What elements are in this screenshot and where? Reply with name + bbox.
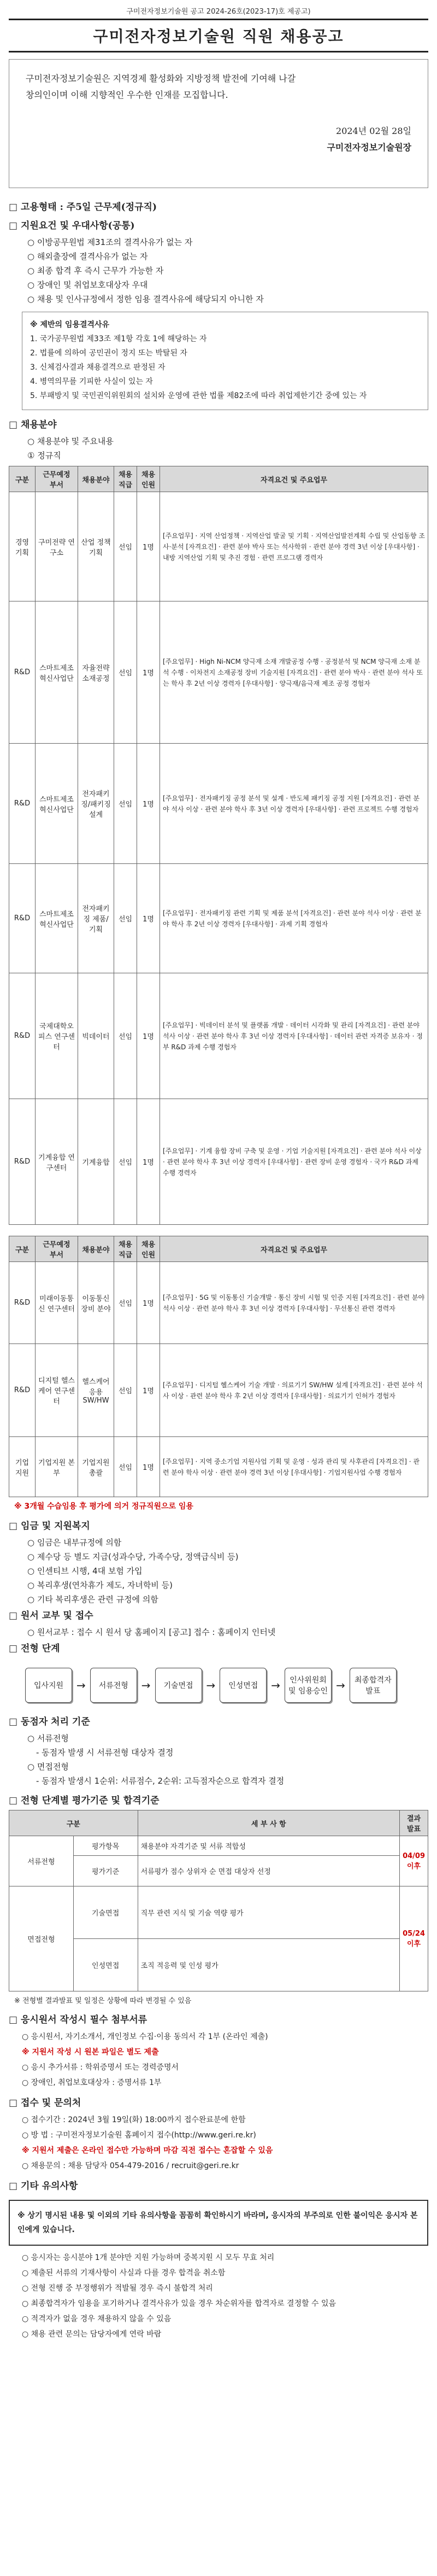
- cell: 미래이동통신 연구센터: [36, 1262, 78, 1344]
- col-field: 채용분야: [78, 1236, 114, 1262]
- section-title: □ 응시원서 작성시 필수 첨부서류: [9, 2014, 147, 2025]
- list-item: ○ 복리후생(연차휴가 제도, 자녀학비 등): [27, 1580, 173, 1590]
- cell: 자율전략 소재공정: [78, 601, 114, 744]
- box-title: ※ 제반의 임용결격사유: [30, 320, 110, 329]
- list-item: ○ 전형 진행 중 부정행위가 적발될 경우 즉시 불합격 처리: [22, 2284, 213, 2293]
- cell: 빅데이터: [78, 973, 114, 1099]
- cell: 스마트제조 혁신사업단: [36, 601, 78, 744]
- col-category: 구분: [9, 466, 36, 492]
- col-duty: 자격요건 및 주요업무: [160, 1236, 428, 1262]
- col-dept: 근무예정 부서: [36, 1236, 78, 1262]
- cell: 기업지원 본부: [36, 1437, 78, 1497]
- col-dept: 근무예정 부서: [36, 466, 78, 492]
- cell: [주요업무] · 기계 융합 장비 구축 및 운영 · 기업 기술지원 [자격요건] · 관련 분야 석사 이상 · 관련 분야 학사 후 3년 이상 경력자 [우대사항] · 관련 장비 운영 경험자 · 국가 R&D 과제 수행 경력자: [160, 1099, 428, 1225]
- list-item: ○ 장애인, 취업보호대상자 : 증명서류 1부: [22, 2078, 162, 2087]
- table-row: [9, 1099, 428, 1225]
- arrow-right-icon: →: [141, 1679, 151, 1692]
- cell: 선임: [114, 744, 137, 864]
- contact-info: ○ 채용문의 : 채용 담당자 054-479-2016 / recruit@geri.re.kr: [22, 2162, 239, 2170]
- cell: 경영 기획: [9, 492, 36, 601]
- table-row: [9, 1886, 428, 1939]
- table-row: [9, 973, 428, 1099]
- cell: 선임: [114, 492, 137, 601]
- table-row: [9, 864, 428, 973]
- cell: R&D: [9, 601, 36, 744]
- application-period: ○ 접수기간 : 2024년 3월 19일(화) 18:00까지 접수완료분에 한함: [22, 2116, 246, 2124]
- positions-table-2: [9, 1236, 428, 1497]
- list-item: ○ 인센티브 시행, 4대 보험 가입: [27, 1566, 143, 1576]
- arrow-right-icon: →: [76, 1679, 86, 1692]
- box-line: 2. 법률에 의하여 공민권이 정지 또는 박탈된 자: [30, 349, 187, 358]
- table-row: [9, 1437, 428, 1497]
- list-item: ○ 제출된 서류의 기재사항이 사실과 다를 경우 합격을 취소함: [22, 2269, 226, 2277]
- disqualification-box: [22, 312, 428, 410]
- cell: 선임: [114, 864, 137, 973]
- subheading: ○ 채용분야 및 주요내용: [27, 436, 114, 446]
- list-item: ○ 장애인 및 취업보호대상자 우대: [27, 280, 148, 290]
- section-title: □ 기타 유의사항: [9, 2181, 78, 2192]
- list-item: ○ 응시원서, 자기소개서, 개인정보 수집·이용 동의서 각 1부 (온라인 제출): [22, 2032, 268, 2041]
- list-item: ○ 기타 복리후생은 관련 규정에 의함: [27, 1594, 158, 1604]
- cell: 1명: [137, 973, 160, 1099]
- intro-date: 2024년 02월 28일: [336, 126, 411, 136]
- step-box: 기술면접: [155, 1668, 202, 1703]
- table-row: [9, 601, 428, 744]
- cell: 선임: [114, 601, 137, 744]
- col-grade: 채용 직급: [114, 466, 137, 492]
- cell: 04/09 이후: [400, 1836, 428, 1886]
- cell: 선임: [114, 973, 137, 1099]
- cell: R&D: [9, 864, 36, 973]
- cell: 기계융합 연구센터: [36, 1099, 78, 1225]
- list-item: - 동점자 발생시 1순위: 서류점수, 2순위: 고득점자순으로 합격자 결정: [36, 1776, 285, 1786]
- box-line: 5. 부패방지 및 국민권익위원회의 설치와 운영에 관한 법률 제82조에 따라 취업제한기간 중에 있는 자: [30, 392, 367, 400]
- cell: 기계융합: [78, 1099, 114, 1225]
- section-title: □ 지원요건 및 우대사항(공통): [9, 220, 135, 231]
- col-category: 구분: [9, 1236, 36, 1262]
- cell: 면접전형: [9, 1886, 74, 1991]
- arrow-right-icon: →: [271, 1679, 281, 1692]
- subheading: ① 정규직: [27, 451, 61, 460]
- cell: 스마트제조 혁신사업단: [36, 744, 78, 864]
- cell: [주요업무] · High Ni-NCM 양극재 소재 개발공정 수행 · 공정분석 및 NCM 양극재 소재 분석 수행 · 이차전지 소재공정 장비 기술지원 [자격요건] · 관련 분야 박사 · 관련 분야 석사 또는 학사 후 2년 이상 경력자 [우대사항] · 양극재/음극재 제조 공정 경험자: [160, 601, 428, 744]
- list-item: ○ 면접전형: [27, 1762, 69, 1772]
- cell: 조직 적응력 및 인성 평가: [138, 1939, 400, 1991]
- cell: 1명: [137, 744, 160, 864]
- list-item: ○ 제수당 등 별도 지급(성과수당, 가족수당, 정액급식비 등): [27, 1552, 239, 1562]
- important-notice: ※ 상기 명시된 내용 및 이외의 기타 유의사항을 꼼꼼히 확인하시기 바라며, 응시자의 부주의로 인한 불이익은 응시자 본인에게 있습니다.: [9, 2200, 428, 2246]
- cell: R&D: [9, 1344, 36, 1437]
- step-box: 최종합격자 발표: [350, 1668, 397, 1703]
- cell: 채용분야 자격기준 및 서류 적합성: [138, 1836, 400, 1856]
- list-item: ○ 이방공무원법 제31조의 결격사유가 없는 자: [27, 237, 193, 247]
- step-box: 인사위원회 및 임용승인: [285, 1668, 332, 1703]
- cell: 기술면접: [73, 1886, 138, 1939]
- cell: 선임: [114, 1344, 137, 1437]
- cell: 1명: [137, 1437, 160, 1497]
- section-tiebreak: [9, 1713, 428, 1788]
- section-title: □ 접수 및 문의처: [9, 2098, 81, 2108]
- list-item: ○ 적격자가 없을 경우 채용하지 않을 수 있음: [22, 2315, 172, 2323]
- list-item: ○ 서류전형: [27, 1733, 69, 1743]
- application-method: ○ 방 법 : 구미전자정보기술원 홈페이지 접수(http://www.geri.re.kr): [22, 2131, 256, 2140]
- col: 세 부 사 항: [138, 1810, 400, 1836]
- cell: 서류평가 점수 상위자 순 면접 대상자 선정: [138, 1856, 400, 1886]
- col-field: 채용분야: [78, 466, 114, 492]
- list-item: ○ 채용 및 인사규정에서 정한 임용 결격사유에 해당되지 아니한 자: [27, 294, 264, 304]
- list-item: ※ 지원서 작성 시 원본 파일은 별도 제출: [22, 2048, 159, 2057]
- cell: [주요업무] · 5G 및 이동통신 기술개발 · 통신 장비 시험 및 인증 지원 [자격요건] · 관련 분야 석사 이상 · 관련 분야 학사 후 3년 이상 경력자 [우대사항] · 무선통신 관련 경력자: [160, 1262, 428, 1344]
- cell: 선임: [114, 1099, 137, 1225]
- intro-text-1: 구미전자정보기술원은 지역경제 활성화와 지방정책 발전에 기여해 나갈: [26, 73, 296, 84]
- positions-table-1: [9, 466, 428, 1225]
- cell: 인성면접: [73, 1939, 138, 1991]
- cell: 1명: [137, 1099, 160, 1225]
- cell: [주요업무] · 디지털 헬스케어 기술 개발 · 의료기기 SW/HW 설계 [자격요건] · 관련 분야 석사 이상 · 관련 분야 학사 후 2년 이상 경력자 [우대사항] · 의료기기 인허가 경험자: [160, 1344, 428, 1437]
- section-title: □ 동점자 처리 기준: [9, 1716, 90, 1727]
- list-item: - 동점자 발생 시 서류전형 대상자 결정: [36, 1748, 174, 1757]
- cell: R&D: [9, 1099, 36, 1225]
- section-title: □ 전형 단계별 평가기준 및 합격기준: [9, 1795, 160, 1806]
- section-title: □ 채용분야: [9, 419, 57, 430]
- table-header: [9, 1810, 428, 1836]
- cell: R&D: [9, 744, 36, 864]
- section-documents: [9, 2011, 428, 2090]
- col-count: 채용 인원: [137, 466, 160, 492]
- box-line: 4. 병역의무를 기피한 사실이 있는 자: [30, 377, 153, 386]
- page-title: 구미전자정보기술원 직원 채용공고: [9, 19, 428, 52]
- cell: 전자패키징 제품/기획: [78, 864, 114, 973]
- list-item: ○ 해외출장에 결격사유가 없는 자: [27, 252, 148, 261]
- probation-note: ※ 3개월 수습임용 후 평가에 의거 정규직원으로 임용: [14, 1502, 193, 1511]
- cell: 평가항목: [73, 1836, 138, 1856]
- cell: [주요업무] · 빅데이터 분석 및 플랫폼 개발 · 데이터 시각화 및 관리 [자격요건] · 관련 분야 석사 이상 · 관련 분야 학사 후 3년 이상 경력자 [우대사항] · 데이터 관련 자격증 보유자 · 정부 R&D 과제 수행 경험자: [160, 973, 428, 1099]
- section-evaluation: [9, 1791, 428, 2005]
- list-item: ○ 채용 관련 문의는 담당자에게 연락 바람: [22, 2330, 162, 2339]
- col-duty: 자격요건 및 주요업무: [160, 466, 428, 492]
- cell: 국제대학오피스 연구센터: [36, 973, 78, 1099]
- section-requirements: [9, 217, 428, 306]
- cell: 05/24 이후: [400, 1886, 428, 1991]
- cell: 기업지원 총괄: [78, 1437, 114, 1497]
- box-line: 1. 국가공무원법 제33조 제1항 각호 1에 해당하는 자: [30, 335, 207, 343]
- cell: 1명: [137, 601, 160, 744]
- cell: 선임: [114, 1262, 137, 1344]
- application-warning: ※ 지원서 제출은 온라인 접수만 가능하며 마감 직전 접수는 혼잡할 수 있음: [22, 2146, 273, 2155]
- section-contact: [9, 2094, 428, 2174]
- evaluation-table: [9, 1810, 428, 1991]
- cell: 평가기준: [73, 1856, 138, 1886]
- intro-box: [9, 59, 428, 188]
- section-title: □ 임금 및 지원복지: [9, 1521, 90, 1532]
- cell: 서류전형: [9, 1836, 74, 1886]
- section-process: [9, 1639, 428, 1713]
- cell: [주요업무] · 지역 산업정책 · 지역산업 발굴 및 기획 · 지역산업발전계획 수립 및 산업동향 조사·분석 [자격요건] · 관련 분야 박사 또는 석사학위 · 관련 분야 경력 3년 이상 [우대사항] · 내방 지역산업 기획 및 추진 경험 · 관련 프로그램 경력자: [160, 492, 428, 601]
- cell: [주요업무] · 전자패키징 관련 기획 및 제품 분석 [자격요건] · 관련 분야 석사 이상 · 관련 분야 학사 후 2년 이상 경력자 [우대사항] · 과제 기획 경험자: [160, 864, 428, 973]
- evaluation-note: ※ 전형별 결과발표 및 일정은 상황에 따라 변경될 수 있음: [14, 1997, 192, 2005]
- section-title: □ 고용형태 : 주5일 근무제(정규직): [9, 202, 157, 213]
- cell: 선임: [114, 1437, 137, 1497]
- cell: 1명: [137, 864, 160, 973]
- cell: 산업 정책 기획: [78, 492, 114, 601]
- notice-caption: 구미전자정보기술원 공고 2024-26호(2023-17)호 제공고): [126, 8, 311, 16]
- cell: 스마트제조 혁신사업단: [36, 864, 78, 973]
- section-title: □ 원서 교부 및 접수: [9, 1610, 93, 1621]
- list-item: ○ 최종 합격 후 즉시 근무가 가능한 자: [27, 266, 164, 276]
- table-row: [9, 1836, 428, 1856]
- table-header: [9, 1236, 428, 1262]
- col: 구분: [9, 1810, 138, 1836]
- list-item: ○ 최종합격자가 임용을 포기하거나 결격사유가 있을 경우 차순위자를 합격자로 결정할 수 있음: [22, 2299, 336, 2308]
- table-header: [9, 466, 428, 492]
- table-row: [9, 744, 428, 864]
- cell: 직무 관련 지식 및 기술 역량 평가: [138, 1886, 400, 1939]
- list-item: ○ 응시자는 응시분야 1개 분야만 지원 가능하며 중복지원 시 모두 무효 처리: [22, 2253, 275, 2262]
- table-row: [9, 492, 428, 601]
- step-box: 서류전형: [90, 1668, 137, 1703]
- cell: 1명: [137, 492, 160, 601]
- cell: [주요업무] · 전자패키징 공정 분석 및 설계 · 반도체 패키징 공정 지원 [자격요건] · 관련 분야 석사 이상 · 관련 분야 학사 후 3년 이상 경력자 [우대사항] · 관련 프로젝트 수행 경험자: [160, 744, 428, 864]
- process-flow: [9, 1658, 428, 1713]
- cell: 헬스케어 응용 SW/HW: [78, 1344, 114, 1437]
- section-employment: [9, 198, 428, 217]
- section-misc: [9, 2177, 428, 2342]
- intro-text-2: 창의인이며 이해 지향적인 우수한 인재를 모집합니다.: [26, 90, 228, 100]
- table-row: [9, 1344, 428, 1437]
- cell: R&D: [9, 973, 36, 1099]
- col: 결과 발표: [400, 1810, 428, 1836]
- table-row: [9, 1262, 428, 1344]
- arrow-right-icon: →: [206, 1679, 216, 1692]
- box-line: 3. 신체검사결과 채용결격으로 판정된 자: [30, 363, 166, 372]
- section-positions: [9, 416, 428, 1511]
- cell: 1명: [137, 1344, 160, 1437]
- list-item: ○ 임금은 내부규정에 의함: [27, 1538, 122, 1547]
- cell: 전자패키징/패키징 설계: [78, 744, 114, 864]
- cell: R&D: [9, 1262, 36, 1344]
- intro-org: 구미전자정보기술원장: [327, 142, 411, 153]
- list-item: ○ 응시 추가서류 : 학위증명서 또는 경력증명서: [22, 2063, 179, 2072]
- cell: 디지털 헬스케어 연구센터: [36, 1344, 78, 1437]
- section-application: [9, 1607, 428, 1639]
- cell: 기업 지원: [9, 1437, 36, 1497]
- cell: 구미전략 연구소: [36, 492, 78, 601]
- step-box: 인성면접: [220, 1668, 267, 1703]
- arrow-right-icon: →: [336, 1679, 345, 1692]
- section-salary: [9, 1517, 428, 1607]
- cell: 1명: [137, 1262, 160, 1344]
- cell: [주요업무] · 지역 중소기업 지원사업 기획 및 운영 · 성과 관리 및 사후관리 [자격요건] · 관련 분야 학사 이상 · 관련 분야 경력 3년 이상 [우대사항] · 기업지원사업 수행 경험자: [160, 1437, 428, 1497]
- col-grade: 채용 직급: [114, 1236, 137, 1262]
- cell: 이동통신 장비 분야: [78, 1262, 114, 1344]
- col-count: 채용 인원: [137, 1236, 160, 1262]
- list-item: ○ 원서교부 : 접수 시 원서 당 홈페이지 [공고] 접수 : 홈페이지 인터넷: [27, 1627, 276, 1637]
- section-title: □ 전형 단계: [9, 1643, 60, 1654]
- step-box: 입사지원: [25, 1668, 72, 1703]
